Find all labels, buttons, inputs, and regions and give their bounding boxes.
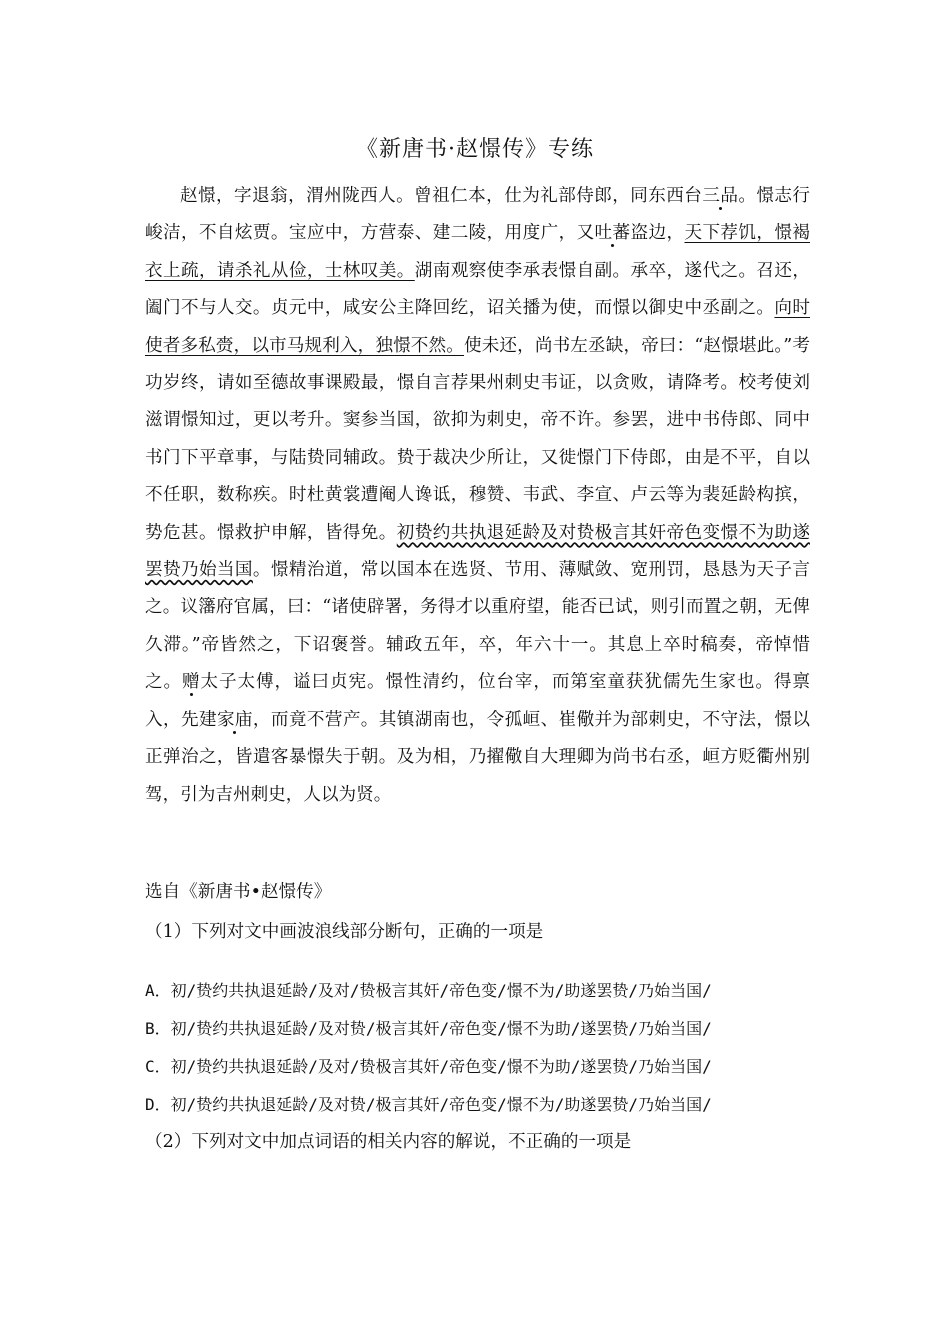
option-a: A．初/贽约共执退延龄/及对/贽极言其奸/帝色变/憬不为/助遂罢贽/乃始当国/ (145, 981, 712, 1000)
passage-text: ，而竟不营产。其镇湖南也，令孤峘、崔儆并为部刺史，不守法，憬以正弹治之，皆遣客暴憬失于朝。及为相，乃擢儆自大理卿为尚书右丞，峘方贬衢州别驾，引为吉州刺史，人以为贤。 (145, 709, 810, 805)
dotted-term: 赠 (182, 672, 201, 693)
question-1: （1）下列对文中画波浪线部分断句，正确的一项是 (145, 922, 544, 942)
wavy-underlined-sentence: 初贽约共执退延龄及对贽极言其奸帝色变憬不为助遂罢贽乃始当国 (145, 522, 810, 581)
option-b: B．初/贽约共执退延龄/及对贽/极言其奸/帝色变/憬不为助/遂罢贽/乃始当国/ (145, 1019, 712, 1038)
underlined-sentence: 天下荐饥，憬褐衣上疏，请杀礼从俭，士林叹美。 (145, 223, 810, 281)
passage-text: 。憬精治道，常以国本在选贤、节用、薄赋敛、宽刑罚，恳恳为天子言之。议籓府官属，曰：“诸使辟署，务得才以重府望，能否已试，则引而置之朝，无俾久滞。”帝皆然之，下诏褒誉。辅政五年，卒，年六十一。其息上卒时稿奏，帝悼惜之。 (145, 560, 810, 693)
question-2: （2）下列对文中加点词语的相关内容的解说，不正确的一项是 (145, 1132, 632, 1152)
dotted-term: 吐蕃 (594, 223, 631, 244)
option-d: D．初/贽约共执退延龄/及对贽/极言其奸/帝色变/憬不为/助遂罢贽/乃始当国/ (145, 1095, 712, 1114)
passage-text: 湖南观察使李承表憬自副。承卒，遂代之。召还，阖门不与人交。贞元中，咸安公主降回纥，诏关播为使，而憬以御史中丞副之。 (145, 260, 810, 319)
passage-text: 盗边， (630, 223, 685, 244)
passage-text: 。憬志行峻洁，不自炫贾。宝应中，方营泰、建二陵，用度广，又 (145, 186, 810, 244)
passage (145, 178, 810, 814)
passage-text: 赵憬，字退翁，渭州陇西人。曾祖仁本，仕为礼部侍郎，同东西台 (180, 186, 703, 206)
dotted-term: 三品 (702, 186, 739, 206)
passage-text: 太子太傅，谥曰贞宪。憬性清约，位台宰，而第室童获犹儒先生家也。得禀入，先建 (145, 672, 810, 730)
page-title: 《新唐书·赵憬传》专练 (356, 137, 594, 162)
passage-text: 使未还，尚书左丞缺，帝曰：“赵憬堪此。”考功岁终，请如至德故事课殿最，憬自言荐果州刺史韦证，以贪败，请降考。校考使刘滋谓憬知过，更以考升。窦参当国，欲抑为刺史，帝不许。参罢，进中书侍郎、同中书门下平章事，与陆贽同辅政。贽于裁决少所让，又徙憬门下侍郎，由是不平，自以不任职，数称疾。时杜黄裳遭阉人谗诋，穆赞、韦武、李宣、卢云等为裴延龄构摈，势危甚。憬救护申解，皆得免。 (145, 335, 810, 543)
dotted-term: 家庙 (216, 709, 253, 730)
underlined-sentence: 向时使者多私赍，以市马规利入，独憬不然。 (145, 298, 810, 356)
source-line: 选自《新唐书•赵憬传》 (145, 882, 332, 902)
option-c: C．初/贽约共执退延龄/及对/贽极言其奸/帝色变/憬不为助/遂罢贽/乃始当国/ (145, 1057, 712, 1076)
